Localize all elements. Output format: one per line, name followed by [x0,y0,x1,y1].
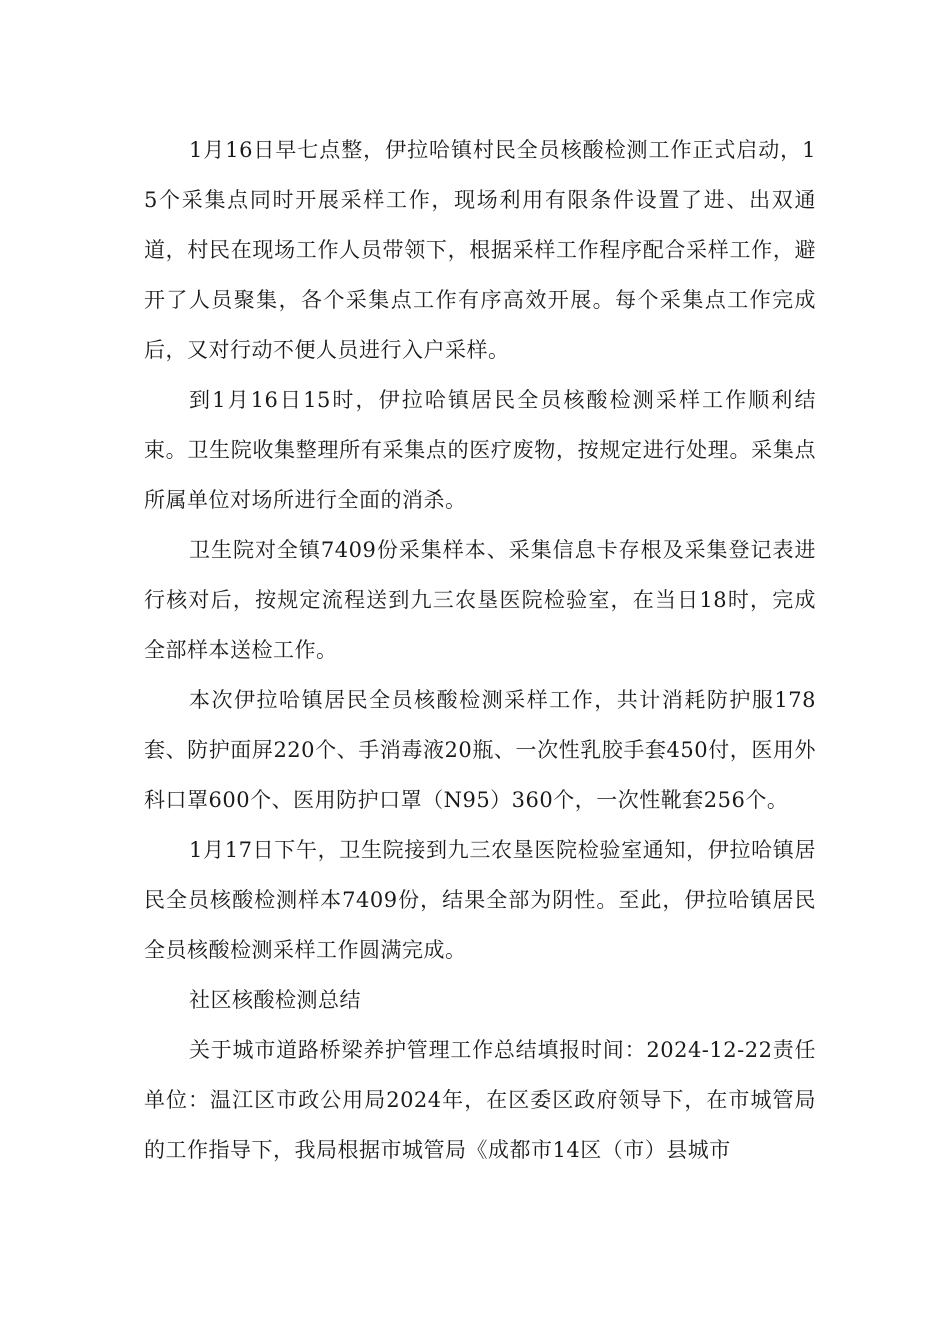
paragraph-road-bridge-summary: 关于城市道路桥梁养护管理工作总结填报时间：2024-12-22责任单位：温江区市政公用局2024年，在区委区政府领导下，在市城管局的工作指导下，我局根据市城管局《成都市14区（市）县城市 [144,1038,816,1162]
paragraph-testing-start: 1月16日早七点整，伊拉哈镇村民全员核酸检测工作正式启动，15个采集点同时开展采样工作，现场利用有限条件设置了进、出双通道，村民在现场工作人员带领下，根据采样工作程序配合采样工作，避开了人员聚集，各个采集点工作有序高效开展。每个采集点工作完成后，又对行动不便人员进行入户采样。 [144,138,816,362]
document-body [144,125,816,1175]
paragraph-sample-delivery: 卫生院对全镇7409份采集样本、采集信息卡存根及采集登记表进行核对后，按规定流程送到九三农垦医院检验室，在当日18时，完成全部样本送检工作。 [144,538,816,662]
paragraph-results: 1月17日下午，卫生院接到九三农垦医院检验室通知，伊拉哈镇居民全员核酸检测样本7409份，结果全部为阴性。至此，伊拉哈镇居民全员核酸检测采样工作圆满完成。 [144,838,816,962]
paragraph-supplies-consumed: 本次伊拉哈镇居民全员核酸检测采样工作，共计消耗防护服178套、防护面屏220个、手消毒液20瓶、一次性乳胶手套450付，医用外科口罩600个、医用防护口罩（N95）360个，一次性靴套256个。 [144,688,816,812]
section-heading: 社区核酸检测总结 [189,988,361,1012]
paragraph-sampling-end: 到1月16日15时，伊拉哈镇居民全员核酸检测采样工作顺利结束。卫生院收集整理所有采集点的医疗废物，按规定进行处理。采集点所属单位对场所进行全面的消杀。 [144,388,816,512]
